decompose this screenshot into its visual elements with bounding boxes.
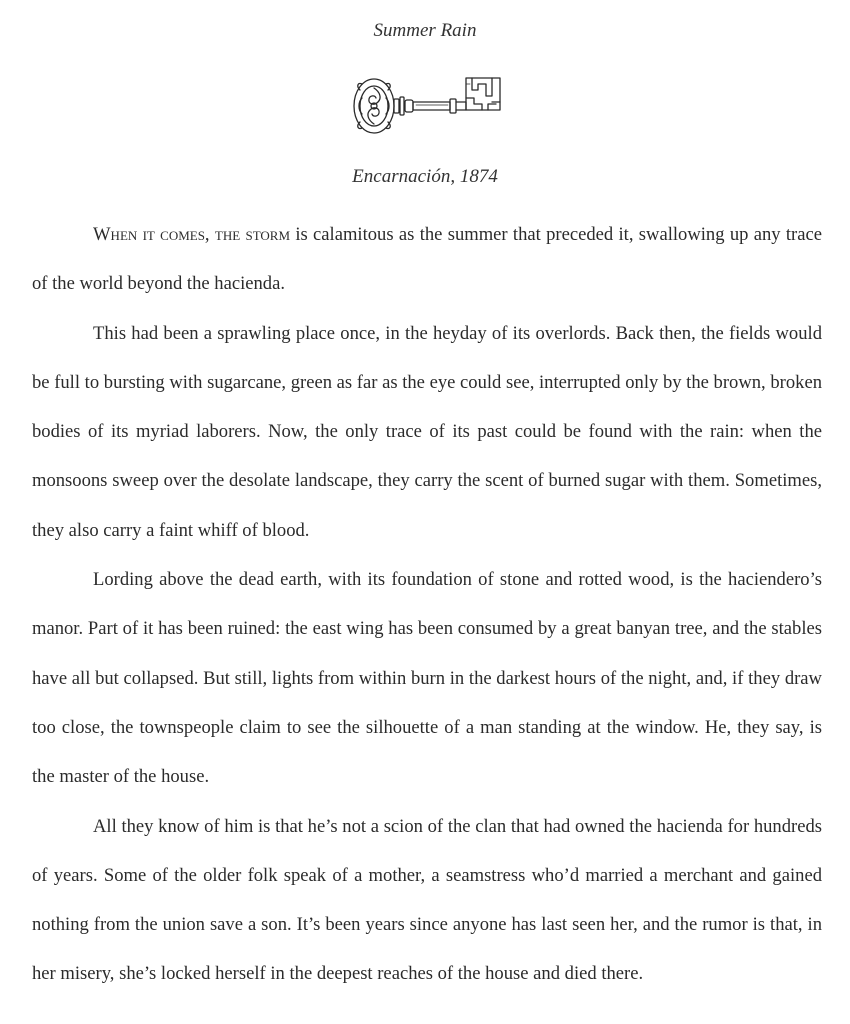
paragraph: All they know of him is that he’s not a scion of the clan that had owned the hacienda for hundreds of years. Some of the older folk speak of a mother, a seamstress who’d married a merchant and gained nothing from the union save a son. It’s been years since anyone has last seen her, and the rumor is that, in her misery, she’s locked herself in the deepest reaches of the house and died there. [32,815,822,985]
paragraph: Lording above the dead earth, with its foundation of stone and rotted wood, is the haciendero’s manor. Part of it has been ruined: the east wing has been consumed by a great banyan tree, and the stables have all but collapsed. But still, lights from within burn in the darkest hours of the night, and, if they draw too close, the townspeople claim to see the silhouette of a man standing at the window. He, they say, is the master of the house. [32,569,822,788]
paragraph-text: is calamitous as the summer that preceded it, swallowing up any trace of the world beyond the hacienda. [32,224,822,295]
paragraph: This had been a sprawling place once, in the heyday of its overlords. Back then, the fields would be full to bursting with sugarcane, green as far as the eye could see, interrupted only by the brown, broken bodies of its myriad laborers. Now, the only trace of its past could be found with the rain: when the monsoons sweep over the desolate landscape, they carry the scent of burned sugar with them. Sometimes, they also carry a faint whiff of blood. [32,322,822,541]
dateline: Encarnación, 1874 [352,166,498,187]
opening-small-caps: When it comes, the storm [93,224,291,245]
running-title: Summer Rain [373,20,477,41]
chapter-body [32,210,822,999]
skeleton-key-icon [350,68,506,140]
paragraph [32,210,822,309]
